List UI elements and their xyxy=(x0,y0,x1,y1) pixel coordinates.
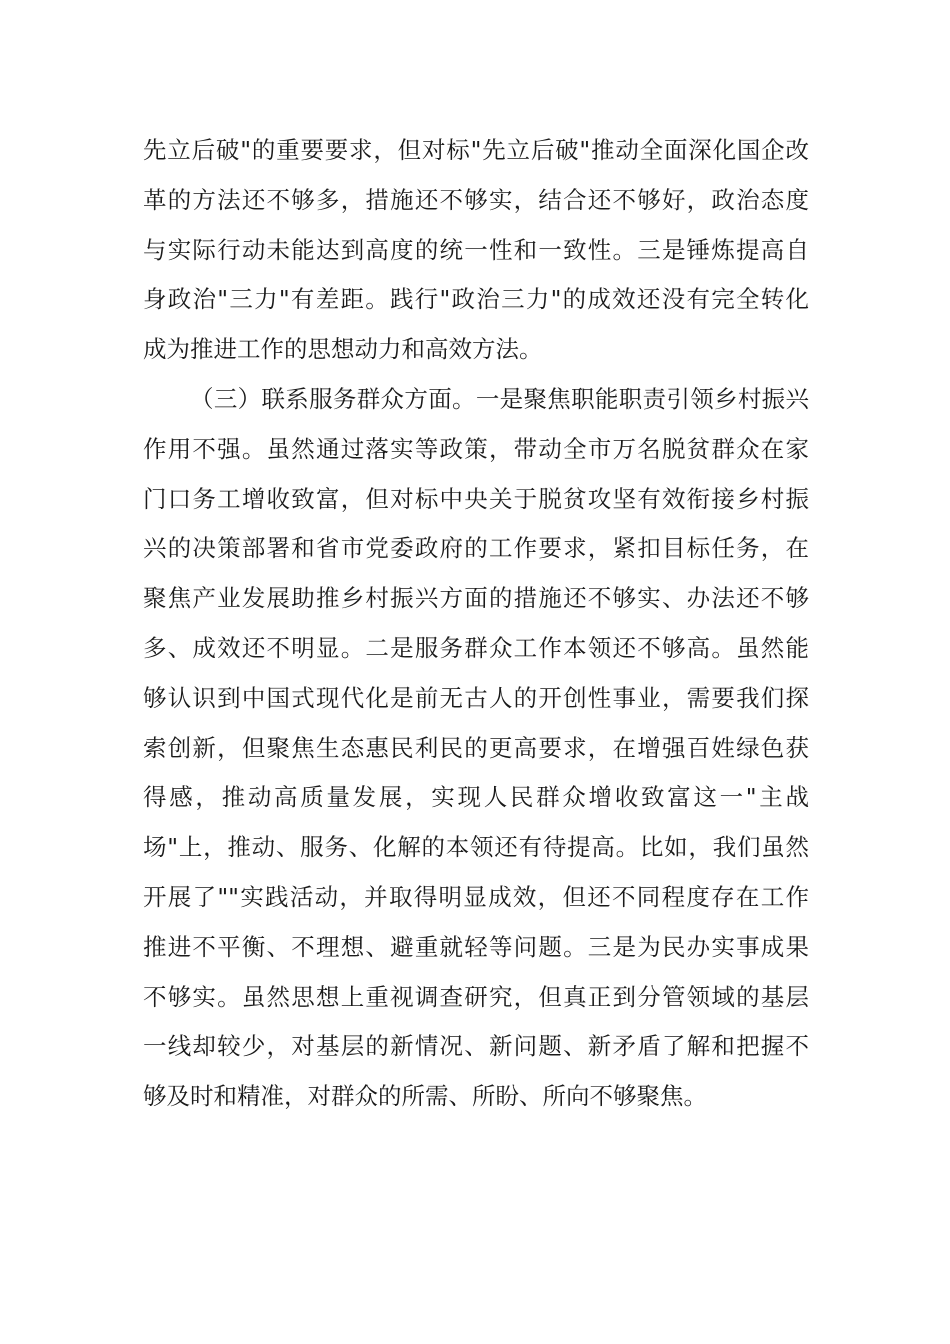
section-heading-line: （三）联系服务群众方面。一是聚焦职能职责引领乡村振兴 xyxy=(190,384,809,413)
paragraph-line: 索创新，但聚焦生态惠民利民的更高要求，在增强百姓绿色获 xyxy=(143,733,809,762)
paragraph-line: 推进不平衡、不理想、避重就轻等问题。三是为民办实事成果 xyxy=(143,932,809,961)
paragraph-line: 成为推进工作的思想动力和高效方法。 xyxy=(143,335,543,364)
paragraph-line: 得感，推动高质量发展，实现人民群众增收致富这一"主战 xyxy=(143,783,809,812)
paragraph-line: 够认识到中国式现代化是前无古人的开创性事业，需要我们探 xyxy=(143,683,809,712)
paragraph-line: 够及时和精准，对群众的所需、所盼、所向不够聚焦。 xyxy=(143,1082,707,1111)
paragraph-line: 聚焦产业发展助推乡村振兴方面的措施还不够实、办法还不够 xyxy=(143,584,809,613)
paragraph-line: 门口务工增收致富，但对标中央关于脱贫攻坚有效衔接乡村振 xyxy=(143,484,809,513)
paragraph-1 xyxy=(143,126,809,375)
paragraph-line: 先立后破"的重要要求，但对标"先立后破"推动全面深化国企改 xyxy=(143,136,809,164)
paragraph-line: 一线却较少，对基层的新情况、新问题、新矛盾了解和把握不 xyxy=(143,1032,809,1061)
paragraph-line: 作用不强。虽然通过落实等政策，带动全市万名脱贫群众在家 xyxy=(143,434,809,463)
paragraph-2 xyxy=(143,375,809,1122)
paragraph-line: 不够实。虽然思想上重视调查研究，但真正到分管领域的基层 xyxy=(143,982,809,1011)
paragraph-line: 多、成效还不明显。二是服务群众工作本领还不够高。虽然能 xyxy=(143,633,809,662)
paragraph-line: 身政治"三力"有差距。践行"政治三力"的成效还没有完全转化 xyxy=(143,285,809,314)
paragraph-line: 与实际行动未能达到高度的统一性和一致性。三是锤炼提高自 xyxy=(143,235,809,264)
paragraph-line: 兴的决策部署和省市党委政府的工作要求，紧扣目标任务，在 xyxy=(143,534,809,563)
paragraph-line: 革的方法还不够多，措施还不够实，结合还不够好，政治态度 xyxy=(143,185,809,214)
paragraph-line: 场"上，推动、服务、化解的本领还有待提高。比如，我们虽然 xyxy=(143,833,809,862)
paragraph-line: 开展了""实践活动，并取得明显成效，但还不同程度存在工作 xyxy=(143,882,809,911)
document-body xyxy=(143,126,809,1122)
